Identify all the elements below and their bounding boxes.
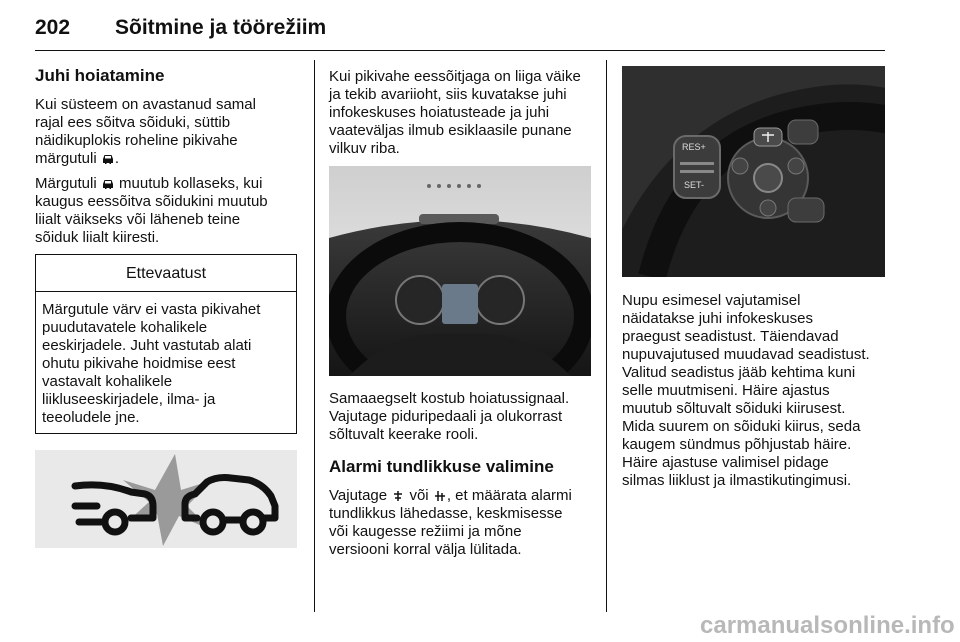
paragraph-yellow-light: Märgutuli muutub kollaseks, kui kaugus eessõitva sõidukini muutub liialt väikseks või läheneb teine sõiduk liialt kiiresti. (35, 175, 268, 246)
paragraph-warning-light: Kui süsteem on avastanud samal rajal ees sõitva sõiduki, süttib näidikuplokis roheline pikivahe märgutuli . (35, 96, 256, 167)
front-car-wheel-2 (243, 512, 263, 532)
car-front-icon (101, 178, 115, 190)
paragraph-button-usage: Nupu esimesel vajutamisel näidatakse juhi infokeskuses praegust seadistust. Täiendavad nupuvajutused muudavad seadistust. Valitud seadistus jääb kehtima kuni selle muutmiseni. Häire ajastus muutub sõltuvalt sõiduki kiirusest. Mida suurem on sõiduki kiirus, seda kaugem sündmus põhjustab häire. Häire ajastuse valimisel pidage silmas liiklust ja ilmastikutingimusi. (622, 292, 870, 489)
caution-box (35, 254, 297, 434)
column-divider-1 (314, 60, 315, 612)
cruise-icon (732, 158, 748, 174)
distance-decrease-icon (433, 490, 447, 502)
res-label: RES+ (682, 142, 706, 152)
gauge-left (396, 276, 444, 324)
phone-button (788, 198, 824, 222)
set-label: SET- (684, 180, 705, 190)
dashboard-photo (329, 166, 591, 376)
watermark: carmanualsonline.info (700, 612, 955, 639)
column-divider-2 (606, 60, 607, 612)
caution-divider (36, 291, 296, 292)
page-header (35, 14, 885, 51)
collision-illustration (35, 450, 297, 548)
steering-controls-illustration (622, 66, 885, 277)
section-title: Sõitmine ja töörežiim (115, 16, 327, 39)
paragraph-alarm-sensitivity: Vajutage või , et määrata alarmi tundlikkus lähedasse, keskmisesse või kaugesse režiimi ja mõne versiooni korral välja lülitada. (329, 487, 572, 558)
front-car-wheel-1 (203, 512, 223, 532)
center-button (754, 164, 782, 192)
gauge-right (476, 276, 524, 324)
paragraph-brake: Samaaegselt kostub hoiatussignaal. Vajutage piduripedaali ja olukorrast sõltuvalt keerake rooli. (329, 390, 570, 443)
distance-increase-icon (391, 490, 405, 502)
caution-title: Ettevaatust (125, 265, 207, 282)
page-number: 202 (35, 16, 71, 39)
voice-button (788, 120, 818, 144)
car-front-icon (101, 153, 115, 165)
heading-driver-warning: Juhi hoiatamine (35, 66, 165, 85)
center-display (442, 284, 478, 324)
paragraph-collision-warning: Kui pikivahe eessõitjaga on liiga väike ja tekib avariioht, siis kuvatakse juhi infokeskuses hoiatusteade ja juhi vaateväljas ilmub esiklaasile punane vilkuv riba. (329, 68, 581, 157)
heading-alarm-sensitivity: Alarmi tundlikkuse valimine (329, 457, 554, 476)
rear-car-wheel (105, 512, 125, 532)
cruise-cancel-icon (788, 158, 804, 174)
caution-text: Märgutule värv ei vasta pikivahet puudutavatele kohalikele eeskirjadele. Juht vastutab alati ohutu pikivahe hoidmise eest vastavalt kohalikele liikluseeskirjadele, ilma- ja teeoludele jne. (42, 301, 261, 426)
limiter-icon (760, 200, 776, 216)
